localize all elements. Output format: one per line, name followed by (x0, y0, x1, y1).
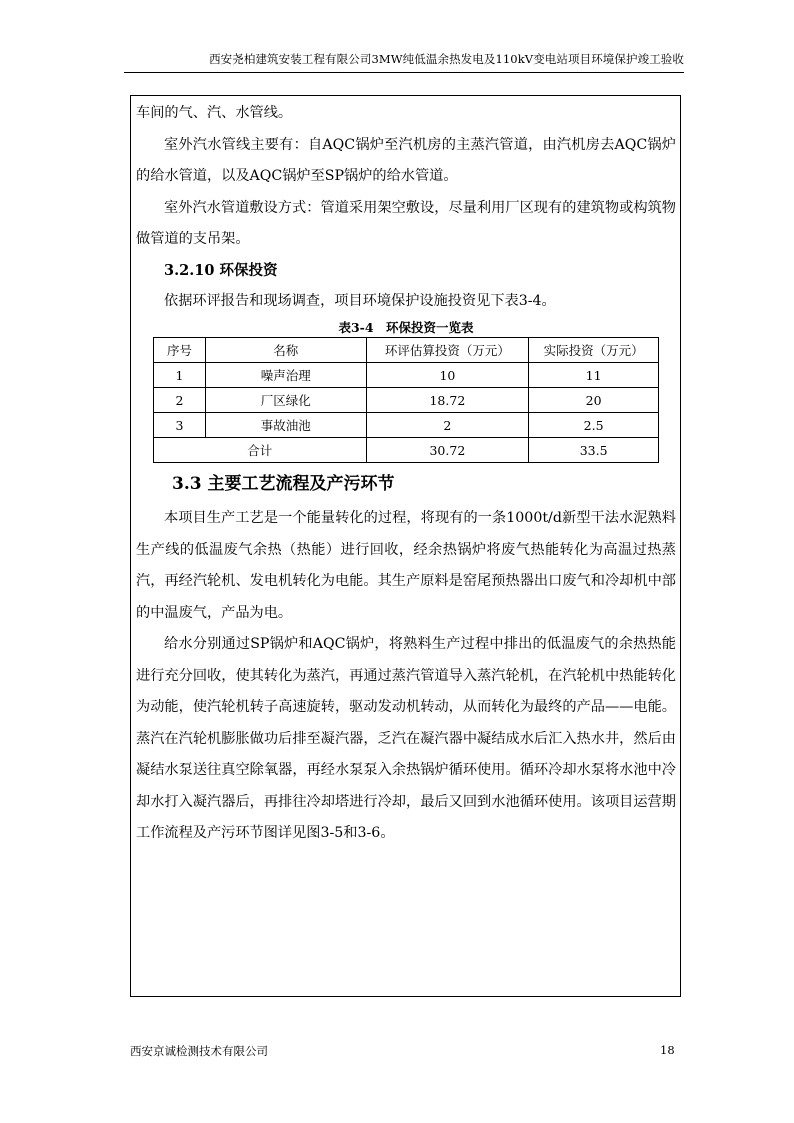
table-header-row (154, 338, 659, 363)
table-total-row (154, 438, 659, 463)
cell-estimated: 18.72 (366, 388, 529, 413)
total-actual: 33.5 (529, 438, 659, 463)
cell-actual: 2.5 (529, 413, 659, 438)
paragraph-5: 本项目生产工艺是一个能量转化的过程，将现有的一条1000t/d新型干法水泥熟料生产线的低温废气余热（热能）进行回收，经余热锅炉将废气热能转化为高温过热蒸汽，再经汽轮机、发电机转化为电能。其生产原料是窑尾预热器出口废气和冷却机中部的中温废气，产品为电。 (136, 510, 676, 621)
cell-name: 噪声治理 (205, 363, 366, 388)
paragraph-1: 车间的气、汽、水管线。 (136, 105, 293, 121)
cell-name: 厂区绿化 (205, 388, 366, 413)
cell-index: 3 (154, 413, 206, 438)
paragraph-6: 给水分别通过SP锅炉和AQC锅炉，将熟料生产过程中排出的低温废气的余热热能进行充分回收，使其转化为蒸汽，再通过蒸汽管道导入蒸汽轮机，在汽轮机中热能转化为动能，使汽轮机转子高速旋转，驱动发动机转动，从而转化为最终的产品——电能。蒸汽在汽轮机膨胀做功后排至凝汽器，乏汽在凝汽器中凝结成水后汇入热水井，然后由凝结水泵送往真空除氧器，再经水泵泵入余热锅炉循环使用。循环冷却水泵将水池中冷却水打入凝汽器后，再排往冷却塔进行冷却，最后又回到水池循环使用。该项目运营期工作流程及产污环节图详见图3-5和3-6。 (136, 636, 676, 841)
cell-name: 事故油池 (205, 413, 366, 438)
paragraph-4: 依据环评报告和现场调查，项目环境保护设施投资见下表3-4。 (164, 292, 556, 309)
header-actual: 实际投资（万元） (529, 338, 659, 363)
section-heading-3-2-10: 3.2.10 环保投资 (164, 261, 278, 279)
header-name: 名称 (205, 338, 366, 363)
page-header: 西安尧柏建筑安装工程有限公司3MW纯低温余热发电及110kV变电站项目环境保护竣工验收 (124, 50, 684, 73)
paragraph-2: 室外汽水管线主要有：自AQC锅炉至汽机房的主蒸汽管道，由汽机房去AQC锅炉的给水管道，以及AQC锅炉至SP锅炉的给水管道。 (136, 136, 676, 184)
table-row (154, 413, 659, 438)
cell-estimated: 2 (366, 413, 529, 438)
cell-index: 1 (154, 363, 206, 388)
total-estimated: 30.72 (366, 438, 529, 463)
footer-company: 西安京诚检测技术有限公司 (130, 1044, 268, 1058)
table-row (154, 363, 659, 388)
paragraph-3: 室外汽水管道敷设方式：管道采用架空敷设，尽量利用厂区现有的建筑物或构筑物做管道的支吊架。 (136, 199, 676, 247)
header-estimated: 环评估算投资（万元） (366, 338, 529, 363)
cell-actual: 11 (529, 363, 659, 388)
cell-actual: 20 (529, 388, 659, 413)
section-heading-3-3: 3.3 主要工艺流程及产污环节 (172, 474, 395, 494)
page-number: 18 (660, 1043, 675, 1057)
table-row (154, 388, 659, 413)
table-caption: 表3-4 环保投资一览表 (338, 320, 474, 335)
investment-table (153, 337, 659, 463)
header-index: 序号 (154, 338, 206, 363)
cell-estimated: 10 (366, 363, 529, 388)
document-body (136, 98, 676, 850)
cell-index: 2 (154, 388, 206, 413)
total-label: 合计 (154, 438, 367, 463)
